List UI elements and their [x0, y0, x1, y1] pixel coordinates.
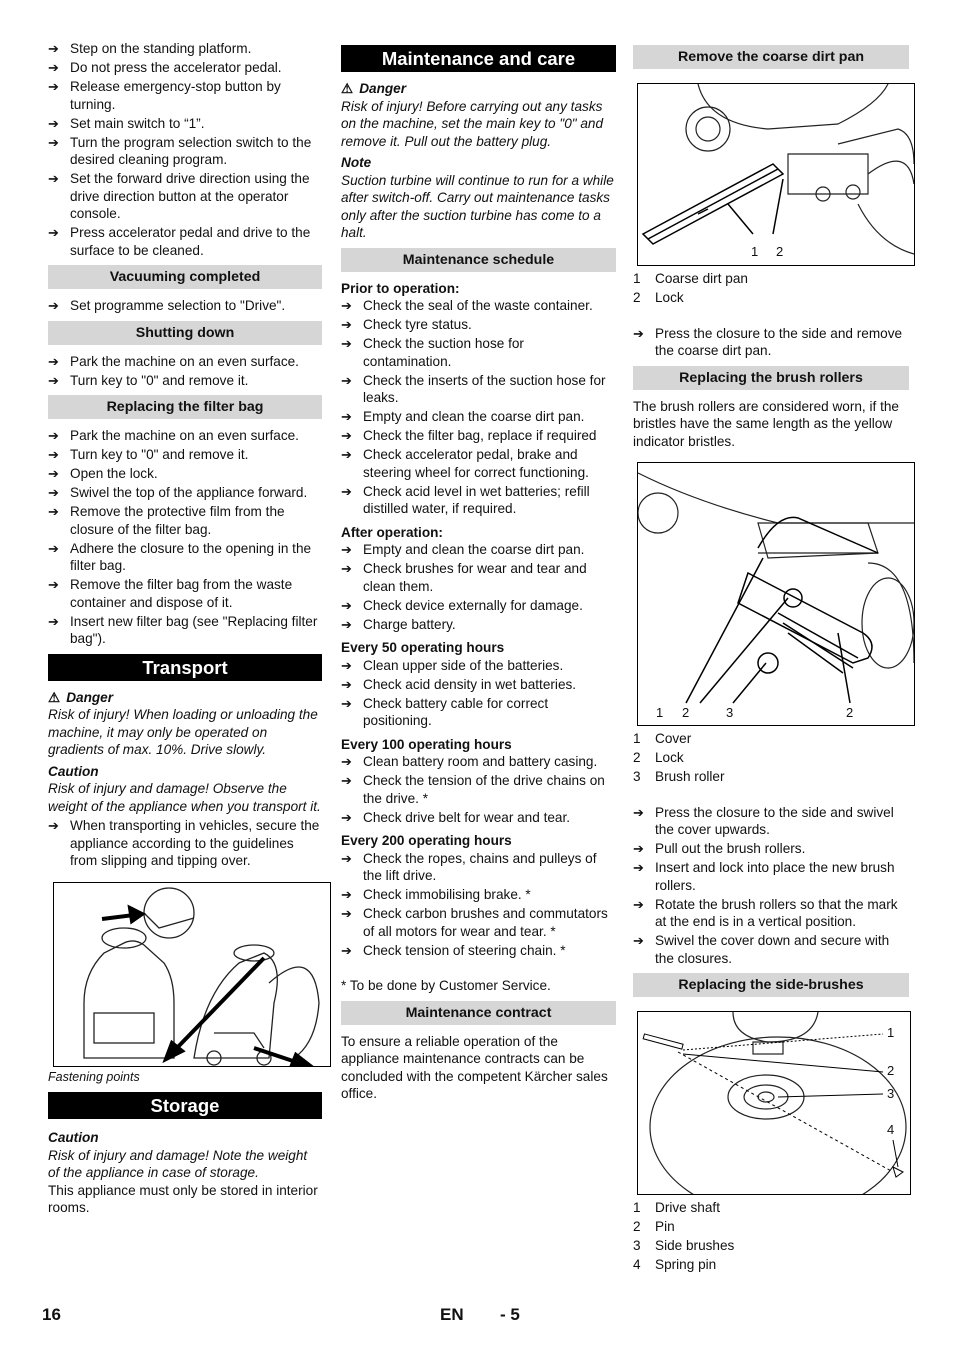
legend-text: Spring pin	[655, 1257, 717, 1272]
step-item: ➔ Insert and lock into place the new brush rollers.	[633, 859, 909, 894]
after-label: After operation:	[341, 524, 443, 540]
side-label-4: 4	[887, 1122, 895, 1137]
filter-steps	[48, 427, 322, 648]
language-code: EN	[440, 1305, 464, 1324]
h50-label: Every 50 operating hours	[341, 640, 505, 655]
step-item: ➔ Check accelerator pedal, brake and steering wheel for correct functioning.	[341, 446, 616, 481]
legend-text: Lock	[655, 750, 684, 765]
heading-vacuuming-completed: Vacuuming completed	[48, 265, 322, 289]
fastening-points-figure	[53, 882, 331, 1067]
transport-illustration	[54, 883, 330, 1066]
step-item: ➔ Do not press the accelerator pedal.	[48, 59, 322, 77]
step-item: ➔ Check immobilising brake. *	[341, 886, 616, 904]
heading-maintenance-schedule: Maintenance schedule	[341, 248, 616, 272]
prior-label: Prior to operation:	[341, 280, 460, 296]
maint-danger-text: Risk of injury! Before carrying out any tasks on the machine, set the main key to "0" and remove it. Pull out the battery plug.	[341, 98, 604, 149]
note-text: Suction turbine will continue to run for a while after switch-off. Carry out maintenance tasks only after the suction turbine has come to a halt.	[341, 172, 614, 240]
step-item: ➔ Check carbon brushes and commutators of all motors for wear and tear. *	[341, 905, 616, 940]
step-item: ➔ Check the suction hose for contamination.	[341, 335, 616, 370]
caution-text: Risk of injury and damage! Observe the weight of the appliance when you transport it.	[48, 781, 321, 814]
sub-page-number: - 5	[500, 1305, 520, 1324]
legend-text: Drive shaft	[655, 1200, 720, 1215]
side-label-2: 2	[887, 1063, 895, 1078]
warning-triangle-icon: ⚠	[48, 689, 61, 705]
step-item: ➔ Swivel the top of the appliance forward.	[48, 484, 322, 502]
brush-label-2b: 2	[846, 705, 854, 720]
dirt-pan-label-2: 2	[776, 244, 784, 259]
heading-shutting-down: Shutting down	[48, 321, 322, 345]
legend-number: 1	[633, 271, 641, 286]
brush-rollers-illustration	[638, 463, 914, 725]
step-item: ➔ Check the ropes, chains and pulleys of the lift drive.	[341, 850, 616, 885]
column-1	[48, 40, 322, 1217]
step-item: ➔ Press the closure to the side and swivel the cover upwards.	[633, 804, 909, 839]
intro-steps	[48, 40, 322, 259]
step-item: ➔ Release emergency-stop button by turning.	[48, 78, 322, 113]
side-brushes-illustration	[638, 1012, 910, 1194]
side-brushes-figure	[637, 1011, 911, 1195]
step-item: ➔ Swivel the cover down and secure with the closures.	[633, 932, 909, 967]
step-item: ➔ Step on the standing platform.	[48, 40, 322, 58]
side-label-3: 3	[887, 1086, 895, 1101]
dirt-pan-steps	[633, 325, 909, 360]
footnote: * To be done by Customer Service.	[341, 978, 551, 993]
legend-number: 2	[633, 1219, 641, 1234]
legend-text: Brush roller	[655, 769, 725, 784]
step-item: ➔ Check the seal of the waste container.	[341, 297, 616, 315]
step-item: ➔ Pull out the brush rollers.	[633, 840, 909, 858]
brush-label-3: 3	[726, 705, 734, 720]
step-item: ➔ Remove the filter bag from the waste container and dispose of it.	[48, 576, 322, 611]
legend-number: 1	[633, 731, 641, 746]
heading-storage: Storage	[48, 1092, 322, 1119]
contract-text: To ensure a reliable operation of the appliance maintenance contracts can be concluded with the competent Kärcher sales office.	[341, 1033, 608, 1101]
maint-danger-label: ⚠ Danger	[341, 81, 407, 96]
warning-triangle-icon: ⚠	[341, 81, 354, 96]
vacuuming-steps	[48, 297, 322, 315]
step-item: ➔ Set the forward drive direction using the drive direction button at the operator console.	[48, 170, 322, 223]
legend-number: 3	[633, 1238, 641, 1253]
dirt-pan-figure	[637, 83, 915, 266]
heading-maintenance-contract: Maintenance contract	[341, 1001, 616, 1025]
prior-steps	[341, 297, 616, 518]
legend-number: 1	[633, 1200, 641, 1215]
step-item: ➔ Check device externally for damage.	[341, 597, 616, 615]
shutting-steps	[48, 353, 322, 390]
transport-steps	[48, 817, 322, 870]
storage-caution-label: Caution	[48, 1130, 99, 1145]
step-item: ➔ Adhere the closure to the opening in the filter bag.	[48, 540, 322, 575]
step-item: ➔ Check brushes for wear and tear and clean them.	[341, 560, 616, 595]
step-item: ➔ Press accelerator pedal and drive to the surface to be cleaned.	[48, 224, 322, 259]
step-item: ➔ Remove the protective film from the closure of the filter bag.	[48, 503, 322, 538]
side-brushes-legend	[633, 1199, 909, 1274]
side-label-1: 1	[887, 1025, 895, 1040]
step-item: ➔ Press the closure to the side and remove the coarse dirt pan.	[633, 325, 909, 360]
heading-replacing-side-brushes: Replacing the side-brushes	[633, 973, 909, 997]
step-item: ➔ Turn the program selection switch to the desired cleaning program.	[48, 134, 322, 169]
storage-text: This appliance must only be stored in interior rooms.	[48, 1182, 318, 1215]
heading-maintenance-care: Maintenance and care	[341, 45, 616, 72]
brush-label-2a: 2	[682, 705, 690, 720]
heading-remove-dirt-pan: Remove the coarse dirt pan	[633, 45, 909, 69]
step-item: ➔ Set main switch to “1”.	[48, 115, 322, 133]
step-item: ➔ Check the inserts of the suction hose for leaks.	[341, 372, 616, 407]
column-2	[341, 39, 616, 1103]
dirt-pan-illustration	[638, 84, 914, 265]
brush-steps	[633, 804, 909, 968]
legend-number: 2	[633, 290, 641, 305]
step-item: ➔ Turn key to "0" and remove it.	[48, 446, 322, 464]
legend-number: 2	[633, 750, 641, 765]
brush-rollers-figure	[637, 462, 915, 726]
step-item: ➔ Turn key to "0" and remove it.	[48, 372, 322, 390]
step-item: ➔ Open the lock.	[48, 465, 322, 483]
caution-label: Caution	[48, 763, 99, 779]
heading-transport: Transport	[48, 654, 322, 681]
legend-text: Cover	[655, 731, 692, 746]
dirt-pan-label-1: 1	[751, 244, 759, 259]
storage-caution-text: Risk of injury and damage! Note the weight of the appliance in case of storage.	[48, 1147, 308, 1180]
after-steps	[341, 541, 616, 633]
step-item: ➔ Clean upper side of the batteries.	[341, 657, 616, 675]
step-item: ➔ Check the tension of the drive chains on the drive. *	[341, 772, 616, 807]
step-item: ➔ Clean battery room and battery casing.	[341, 753, 616, 771]
h200-steps	[341, 850, 616, 960]
legend-text: Side brushes	[655, 1238, 735, 1253]
step-item: ➔ Check acid level in wet batteries; refill distilled water, if required.	[341, 483, 616, 518]
step-item: ➔ Empty and clean the coarse dirt pan.	[341, 408, 616, 426]
danger-text: Risk of injury! When loading or unloading the machine, it may only be operated on gradients of max. 10%. Drive slowly.	[48, 707, 318, 757]
brush-text: The brush rollers are considered worn, if the bristles have the same length as the yellow indicator bristles.	[633, 398, 899, 449]
heading-replacing-filter-bag: Replacing the filter bag	[48, 395, 322, 419]
step-item: ➔ Check acid density in wet batteries.	[341, 676, 616, 694]
legend-number: 4	[633, 1257, 641, 1272]
step-item: ➔ When transporting in vehicles, secure the appliance according to the guidelines from slipping and tipping over.	[48, 817, 322, 870]
step-item: ➔ Empty and clean the coarse dirt pan.	[341, 541, 616, 559]
legend-text: Lock	[655, 290, 684, 305]
step-item: ➔ Check battery cable for correct positioning.	[341, 695, 616, 730]
step-item: ➔ Charge battery.	[341, 616, 616, 634]
h200-label: Every 200 operating hours	[341, 833, 512, 848]
legend-text: Pin	[655, 1219, 675, 1234]
step-item: ➔ Check tension of steering chain. *	[341, 942, 616, 960]
note-label: Note	[341, 155, 372, 170]
brush-label-1: 1	[656, 705, 664, 720]
heading-replacing-brush-rollers: Replacing the brush rollers	[633, 366, 909, 390]
legend-text: Coarse dirt pan	[655, 271, 748, 286]
step-item: ➔ Rotate the brush rollers so that the mark at the end is in a vertical position.	[633, 896, 909, 931]
fastening-points-caption: Fastening points	[48, 1069, 140, 1084]
step-item: ➔ Park the machine on an even surface.	[48, 353, 322, 371]
legend-number: 3	[633, 769, 641, 784]
step-item: ➔ Check the filter bag, replace if required	[341, 427, 616, 445]
dirt-pan-legend	[633, 270, 909, 307]
column-3	[633, 39, 909, 1274]
h100-steps	[341, 753, 616, 826]
page-number: 16	[42, 1305, 61, 1324]
step-item: ➔ Insert new filter bag (see "Replacing filter bag").	[48, 613, 322, 648]
step-item: ➔ Park the machine on an even surface.	[48, 427, 322, 445]
danger-label: ⚠ Danger	[48, 689, 114, 705]
h100-label: Every 100 operating hours	[341, 736, 512, 752]
h50-steps	[341, 657, 616, 730]
step-item: ➔ Check tyre status.	[341, 316, 616, 334]
step-item: ➔ Check drive belt for wear and tear.	[341, 809, 616, 827]
brush-legend	[633, 730, 909, 786]
step-item: ➔ Set programme selection to "Drive".	[48, 297, 322, 315]
